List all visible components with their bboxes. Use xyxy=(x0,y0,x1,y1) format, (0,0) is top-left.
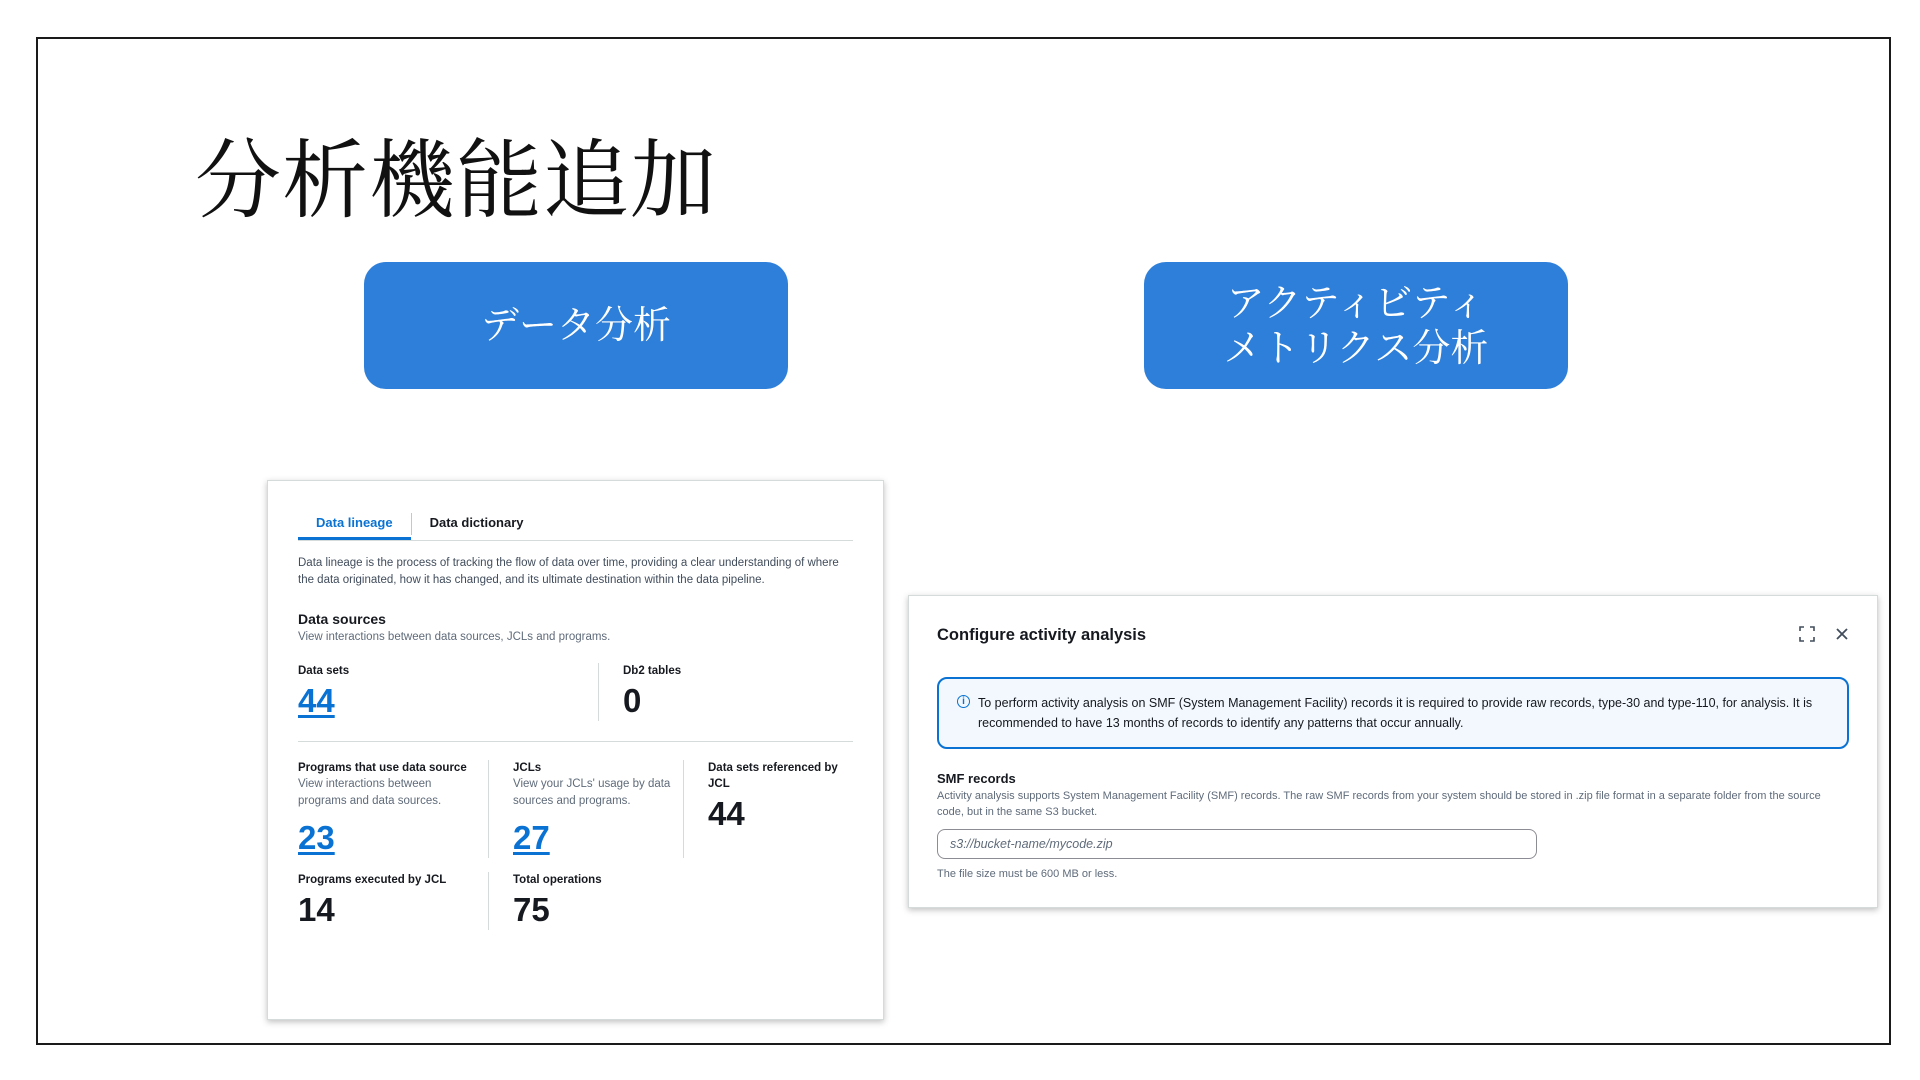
data-lineage-panel xyxy=(267,480,884,1020)
close-icon[interactable] xyxy=(1835,626,1849,644)
stat-label: Data sets xyxy=(298,665,350,677)
stat-description: View interactions between programs and data sources. xyxy=(298,778,442,807)
data-sources-subtitle: View interactions between data sources, JCLs and programs. xyxy=(298,631,611,643)
stat-label: Total operations xyxy=(513,874,602,886)
data-analysis-label-box xyxy=(364,262,788,389)
stats-row-1 xyxy=(298,663,853,721)
slide-title: 分析機能追加 xyxy=(195,131,717,231)
smf-records-description: Activity analysis supports System Management Facility (SMF) records. The raw SMF records from your system should be stored in .zip file format in a separate folder from the source code, but in the same S3 bucket. xyxy=(937,790,1821,818)
tab-data-lineage[interactable]: Data lineage xyxy=(298,508,411,540)
lineage-description: Data lineage is the process of tracking the flow of data over time, providing a clear understanding of where the data originated, how it has changed, and its ultimate destination within the data pipeline. xyxy=(298,557,839,586)
jcls-count-link[interactable]: 27 xyxy=(513,819,550,856)
modal-title: Configure activity analysis xyxy=(937,625,1147,644)
modal-header xyxy=(937,623,1849,647)
stat-label: Programs that use data source xyxy=(298,762,467,774)
stat-label: Db2 tables xyxy=(623,665,682,677)
programs-count-link[interactable]: 23 xyxy=(298,819,335,856)
stats-row-3 xyxy=(298,872,853,930)
activity-metrics-label-box xyxy=(1144,262,1568,389)
data-sets-count-link[interactable]: 44 xyxy=(298,682,335,719)
tab-data-dictionary[interactable]: Data dictionary xyxy=(429,515,524,530)
info-icon: i xyxy=(957,695,970,708)
stat-label: JCLs xyxy=(513,762,542,774)
programs-by-jcl-count: 14 xyxy=(298,891,335,928)
smf-records-hint: The file size must be 600 MB or less. xyxy=(937,868,1118,880)
stat-label: Programs executed by JCL xyxy=(298,874,447,886)
data-analysis-label: データ分析 xyxy=(480,303,671,348)
smf-records-label: SMF records xyxy=(937,771,1016,786)
stat-description: View your JCLs' usage by data sources and programs. xyxy=(513,778,671,807)
smf-records-input[interactable] xyxy=(937,829,1537,859)
modal-controls xyxy=(1799,626,1849,645)
tab-bar xyxy=(298,508,853,541)
fullscreen-icon[interactable] xyxy=(1799,626,1815,645)
activity-metrics-label: アクティビティ メトリクス分析 xyxy=(1223,280,1489,370)
stat-data-sets xyxy=(298,663,598,721)
stat-data-sets-by-jcl xyxy=(683,760,853,858)
divider xyxy=(298,741,853,742)
total-operations-count: 75 xyxy=(513,891,550,928)
data-sources-heading: Data sources xyxy=(298,611,386,627)
stat-programs-data-source xyxy=(298,760,488,858)
data-sets-by-jcl-count: 44 xyxy=(708,795,745,832)
info-alert-text: To perform activity analysis on SMF (System Management Facility) records it is required to provide raw records, type-30 and type-110, for analysis. It is recommended to have 13 months of records to identify any patterns that occur annually. xyxy=(978,696,1813,730)
stat-db2-tables xyxy=(598,663,853,721)
stat-label: Data sets referenced by JCL xyxy=(708,762,838,790)
stat-jcls xyxy=(488,760,683,858)
db2-tables-count: 0 xyxy=(623,682,642,719)
info-alert xyxy=(937,677,1849,749)
activity-analysis-modal xyxy=(908,595,1878,908)
stat-total-operations xyxy=(488,872,853,930)
stats-row-2 xyxy=(298,760,853,858)
stat-programs-by-jcl xyxy=(298,872,488,930)
